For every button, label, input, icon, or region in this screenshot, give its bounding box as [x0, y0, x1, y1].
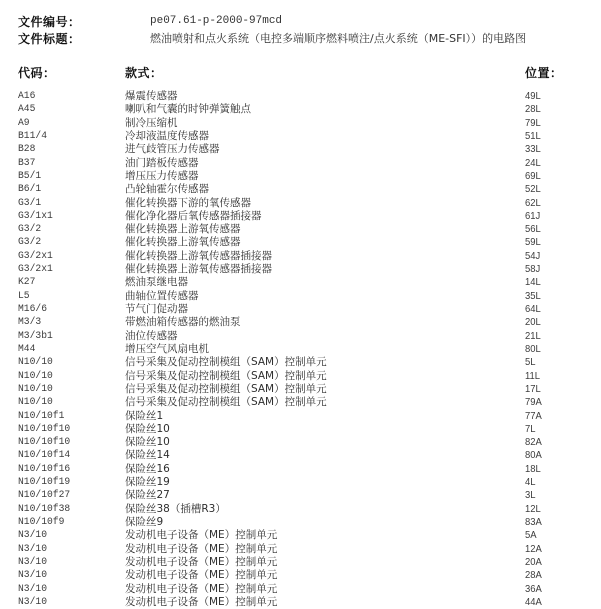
component-code: N3/10	[18, 542, 47, 555]
table-row	[0, 476, 601, 489]
table-row	[0, 263, 601, 276]
table-row	[0, 423, 601, 436]
component-description: 保险丝9	[125, 516, 164, 528]
component-description: 制冷压缩机	[125, 116, 178, 129]
document-title-row	[18, 30, 526, 46]
table-row	[0, 569, 601, 582]
component-position: 82A	[525, 436, 542, 449]
component-description: 信号采集及促动控制模组（SAM）控制单元	[125, 356, 327, 369]
component-code: N10/10f16	[18, 462, 71, 475]
component-description: 增压压力传感器	[125, 169, 199, 182]
table-row	[0, 449, 601, 462]
component-description: 发动机电子设备（ME）控制单元	[125, 569, 278, 582]
component-code: M3/3b1	[18, 329, 53, 342]
component-position: 20A	[525, 555, 542, 568]
component-position: 14L	[525, 276, 541, 289]
component-description: 发动机电子设备（ME）控制单元	[125, 529, 278, 542]
component-description: 冷却液温度传感器	[125, 129, 209, 142]
component-position: 5L	[525, 356, 536, 369]
component-position: 4L	[525, 476, 536, 489]
component-description: 燃油泵继电器	[125, 276, 188, 289]
component-description: 保险丝14	[125, 449, 170, 462]
table-row	[0, 197, 601, 210]
component-description: 信号采集及促动控制模组（SAM）控制单元	[125, 382, 327, 395]
table-header	[0, 64, 601, 82]
component-position: 21L	[525, 329, 541, 342]
component-code: N10/10f38	[18, 502, 71, 515]
component-code: N3/10	[18, 569, 47, 582]
component-position: 77A	[525, 409, 542, 422]
component-code: K27	[18, 276, 36, 289]
component-code: N3/10	[18, 582, 47, 595]
component-code: M3/3	[18, 316, 42, 329]
component-position: 12A	[525, 542, 542, 555]
component-description: 油位传感器	[125, 329, 178, 342]
column-header-code: 代码：	[18, 66, 56, 80]
component-code: A16	[18, 90, 36, 102]
component-description: 增压空气风扇电机	[125, 342, 209, 355]
component-position: 79A	[525, 396, 542, 409]
component-position: 33L	[525, 143, 541, 156]
component-code: N10/10	[18, 356, 53, 369]
document-number-value: pe07.61-p-2000-97mcd	[150, 15, 283, 27]
component-position: 5A	[525, 529, 537, 542]
component-description: 保险丝27	[125, 489, 170, 502]
component-position: 12L	[525, 502, 541, 515]
component-code: N3/10	[18, 529, 47, 542]
component-code: N10/10	[18, 396, 53, 409]
table-row	[0, 596, 601, 609]
table-row	[0, 290, 601, 303]
component-table	[0, 90, 601, 609]
table-row	[0, 183, 601, 196]
table-row	[0, 583, 601, 596]
component-code: G3/2	[18, 236, 42, 249]
table-row	[0, 410, 601, 423]
table-row	[0, 343, 601, 356]
document-number-label: 文件编号：	[18, 14, 81, 29]
component-description: 发动机电子设备（ME）控制单元	[125, 595, 278, 608]
table-row	[0, 489, 601, 502]
component-code: N10/10f27	[18, 489, 71, 502]
component-code: B5/1	[18, 169, 42, 182]
table-row	[0, 170, 601, 183]
component-description: 催化转换器下游的氧传感器	[125, 196, 251, 209]
component-position: 80A	[525, 449, 542, 462]
component-description: 保险丝10	[125, 422, 170, 435]
component-description: 催化转换器上游氧传感器插接器	[125, 249, 272, 262]
table-row	[0, 436, 601, 449]
component-description: 保险丝38（插槽R3）	[125, 502, 226, 515]
component-description: 催化转换器上游氧传感器	[125, 223, 241, 236]
component-code: M16/6	[18, 303, 47, 315]
table-row	[0, 556, 601, 569]
document-title-label: 文件标题：	[18, 31, 81, 46]
column-header-model: 款式：	[125, 66, 163, 80]
component-code: N3/10	[18, 595, 47, 608]
component-description: 油门踏板传感器	[125, 156, 199, 169]
table-row	[0, 130, 601, 143]
component-code: N3/10	[18, 555, 47, 568]
table-row	[0, 223, 601, 236]
table-row	[0, 330, 601, 343]
component-code: G3/2x1	[18, 263, 53, 276]
component-position: 35L	[525, 289, 541, 302]
component-description: 保险丝10	[125, 436, 170, 449]
component-code: N10/10f10	[18, 436, 71, 449]
component-description: 节气门促动器	[125, 303, 188, 315]
component-description: 发动机电子设备（ME）控制单元	[125, 582, 278, 595]
component-position: 69L	[525, 169, 541, 182]
component-description: 发动机电子设备（ME）控制单元	[125, 542, 278, 555]
table-row	[0, 543, 601, 556]
component-code: B28	[18, 143, 36, 156]
component-position: 3L	[525, 489, 536, 502]
component-code: N10/10f10	[18, 422, 71, 435]
component-description: 催化转换器上游氧传感器插接器	[125, 263, 272, 276]
component-position: 61J	[525, 209, 541, 222]
table-row	[0, 210, 601, 223]
component-description: 带燃油箱传感器的燃油泵	[125, 316, 241, 329]
component-position: 11L	[525, 369, 541, 382]
component-position: 20L	[525, 316, 541, 329]
component-code: N10/10f14	[18, 449, 71, 462]
component-description: 曲轴位置传感器	[125, 289, 199, 302]
component-code: L5	[18, 289, 30, 302]
component-code: N10/10f19	[18, 476, 71, 489]
component-code: A9	[18, 116, 30, 129]
component-position: 7L	[525, 422, 536, 435]
document-title-value: 燃油喷射和点火系统（电控多端顺序燃料喷注/点火系统（ME-SFI））的电路图	[150, 32, 527, 45]
component-position: 28L	[525, 103, 541, 116]
table-row	[0, 516, 601, 529]
component-description: 催化净化器后氧传感器插接器	[125, 209, 262, 222]
table-row	[0, 463, 601, 476]
component-code: B6/1	[18, 183, 42, 196]
component-code: G3/2	[18, 223, 42, 236]
table-row	[0, 236, 601, 249]
component-position: 18L	[525, 462, 541, 475]
component-code: N10/10f9	[18, 516, 65, 528]
table-row	[0, 356, 601, 369]
component-position: 28A	[525, 569, 542, 582]
component-code: M44	[18, 342, 36, 355]
component-position: 51L	[525, 129, 541, 142]
component-position: 62L	[525, 196, 541, 209]
table-row	[0, 503, 601, 516]
component-code: B11/4	[18, 129, 47, 142]
table-row	[0, 303, 601, 316]
document-number-row	[18, 13, 282, 29]
table-row	[0, 90, 601, 103]
table-row	[0, 157, 601, 170]
component-position: 64L	[525, 303, 541, 315]
table-row	[0, 370, 601, 383]
component-position: 52L	[525, 183, 541, 196]
component-description: 信号采集及促动控制模组（SAM）控制单元	[125, 396, 327, 409]
component-position: 54J	[525, 249, 541, 262]
component-description: 喇叭和气囊的时钟弹簧触点	[125, 103, 251, 116]
component-position: 24L	[525, 156, 541, 169]
component-code: G3/1	[18, 196, 42, 209]
table-row	[0, 250, 601, 263]
component-position: 49L	[525, 90, 541, 102]
table-row	[0, 276, 601, 289]
component-code: G3/2x1	[18, 249, 53, 262]
component-position: 80L	[525, 342, 541, 355]
component-position: 17L	[525, 382, 541, 395]
component-description: 进气歧管压力传感器	[125, 143, 220, 156]
component-code: N10/10	[18, 369, 53, 382]
component-position: 56L	[525, 223, 541, 236]
component-code: B37	[18, 156, 36, 169]
table-row	[0, 103, 601, 116]
table-row	[0, 396, 601, 409]
component-description: 凸轮轴霍尔传感器	[125, 183, 209, 196]
component-position: 79L	[525, 116, 541, 129]
component-position: 58J	[525, 263, 541, 276]
component-description: 保险丝1	[125, 409, 164, 422]
table-row	[0, 529, 601, 542]
component-code: A45	[18, 103, 36, 116]
component-description: 保险丝16	[125, 462, 170, 475]
table-row	[0, 117, 601, 130]
component-code: N10/10	[18, 382, 53, 395]
component-position: 44A	[525, 595, 542, 608]
component-description: 爆震传感器	[125, 90, 178, 102]
component-description: 保险丝19	[125, 476, 170, 489]
component-code: G3/1x1	[18, 209, 53, 222]
table-row	[0, 383, 601, 396]
component-code: N10/10f1	[18, 409, 65, 422]
component-position: 59L	[525, 236, 541, 249]
table-row	[0, 143, 601, 156]
table-row	[0, 316, 601, 329]
component-description: 信号采集及促动控制模组（SAM）控制单元	[125, 369, 327, 382]
column-header-position: 位置：	[525, 66, 563, 80]
component-description: 催化转换器上游氧传感器	[125, 236, 241, 249]
component-position: 83A	[525, 516, 542, 528]
component-position: 36A	[525, 582, 542, 595]
component-description: 发动机电子设备（ME）控制单元	[125, 555, 278, 568]
